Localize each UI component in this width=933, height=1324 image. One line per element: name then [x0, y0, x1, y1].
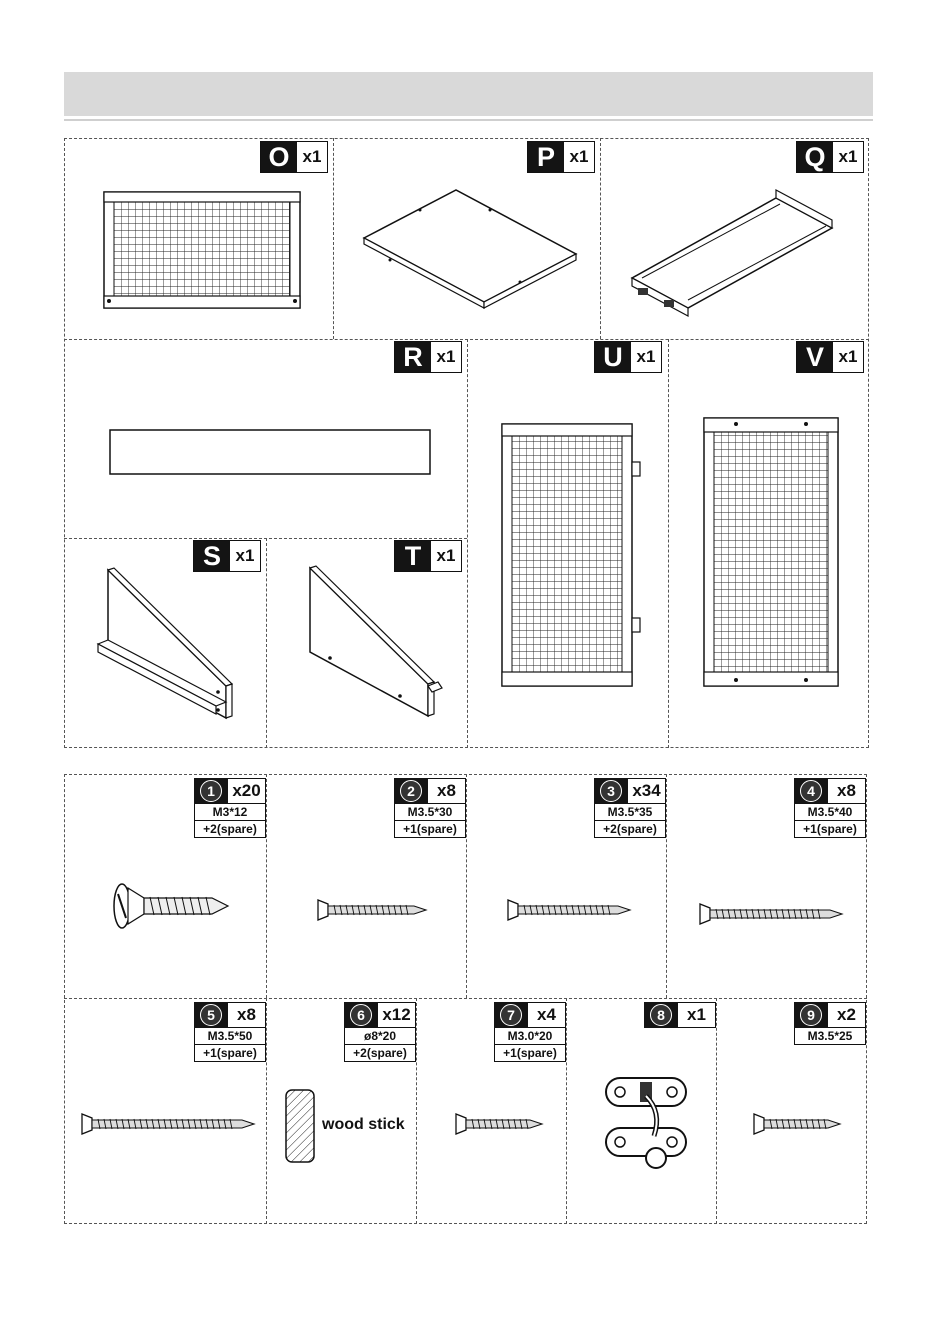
hardware-qty: x4	[528, 1002, 566, 1028]
divider	[566, 998, 567, 1224]
divider	[266, 774, 267, 998]
divider	[266, 538, 267, 748]
screw-1-drawing	[108, 880, 232, 932]
hardware-qty: x1	[678, 1002, 716, 1028]
hardware-qty: x8	[228, 1002, 266, 1028]
hardware-spare: +1(spare)	[794, 821, 866, 838]
hardware-spare: +1(spare)	[194, 1045, 266, 1062]
header-rule	[64, 119, 873, 121]
hardware-tag-5	[194, 1002, 266, 1062]
panel-letter: O	[261, 142, 297, 172]
hardware-tag-6	[344, 1002, 416, 1062]
hardware-tag-3	[594, 778, 666, 838]
hardware-tag-1	[194, 778, 266, 838]
divider	[266, 998, 267, 1224]
panel-tag-u	[594, 341, 662, 373]
header-bar	[64, 72, 873, 116]
hardware-spare: +2(spare)	[194, 821, 266, 838]
hardware-tag-4	[794, 778, 866, 838]
divider	[668, 339, 669, 748]
hardware-number: 1	[200, 780, 222, 802]
panel-letter: S	[194, 541, 230, 571]
panel-qty: x1	[302, 147, 322, 166]
bracket-t-drawing	[302, 564, 448, 722]
hardware-qty: x2	[828, 1002, 866, 1028]
panel-qty: x1	[838, 147, 858, 166]
hardware-spare: +1(spare)	[494, 1045, 566, 1062]
screw-2-drawing	[316, 898, 428, 922]
hardware-spec: ø8*20	[344, 1028, 416, 1045]
strip-r-drawing	[108, 428, 434, 476]
screw-5-drawing	[80, 1112, 256, 1136]
panel-letter: R	[395, 342, 431, 372]
mesh-frame-o-drawing	[100, 188, 306, 312]
divider	[333, 138, 334, 339]
mesh-door-u-drawing	[498, 420, 644, 690]
panel-letter: T	[395, 541, 431, 571]
hardware-spare: +2(spare)	[344, 1045, 416, 1062]
divider	[666, 774, 667, 998]
bracket-s-drawing	[94, 566, 240, 724]
hardware-spec: M3.5*40	[794, 804, 866, 821]
hardware-tag-9	[794, 1002, 866, 1045]
board-p-drawing	[360, 186, 582, 310]
panel-letter: U	[595, 342, 631, 372]
hardware-spec: M3.5*50	[194, 1028, 266, 1045]
panel-qty: x1	[636, 347, 656, 366]
tray-q-drawing	[626, 186, 840, 322]
panel-letter: Q	[797, 142, 833, 172]
panel-tag-p	[527, 141, 595, 173]
screw-4-drawing	[698, 902, 844, 926]
screw-3-drawing	[506, 898, 632, 922]
hardware-qty: x20	[228, 778, 266, 804]
divider	[467, 339, 468, 748]
panel-qty: x1	[569, 147, 589, 166]
wood-stick-label: wood stick	[322, 1116, 405, 1133]
hardware-spare: +1(spare)	[394, 821, 466, 838]
divider	[64, 998, 867, 999]
hardware-spec: M3*12	[194, 804, 266, 821]
panel-letter: V	[797, 342, 833, 372]
panel-qty: x1	[436, 546, 456, 565]
panel-tag-v	[796, 341, 864, 373]
panel-tag-q	[796, 141, 864, 173]
hardware-spec: M3.5*25	[794, 1028, 866, 1045]
divider	[466, 774, 467, 998]
hardware-number: 6	[350, 1004, 372, 1026]
panel-qty: x1	[436, 347, 456, 366]
divider	[416, 998, 417, 1224]
hardware-number: 7	[500, 1004, 522, 1026]
panel-qty: x1	[235, 546, 255, 565]
hardware-tag-7	[494, 1002, 566, 1062]
hardware-spec: M3.5*35	[594, 804, 666, 821]
hardware-number: 8	[650, 1004, 672, 1026]
mesh-panel-v-drawing	[700, 414, 842, 690]
hardware-qty: x8	[828, 778, 866, 804]
hardware-qty: x34	[628, 778, 666, 804]
hardware-number: 9	[800, 1004, 822, 1026]
hardware-spec: M3.5*30	[394, 804, 466, 821]
wood-stick-drawing	[282, 1086, 318, 1166]
divider	[600, 138, 601, 339]
screw-9-drawing	[752, 1112, 842, 1136]
hardware-number: 3	[600, 780, 622, 802]
hardware-qty: x8	[428, 778, 466, 804]
panel-tag-o	[260, 141, 328, 173]
hardware-number: 4	[800, 780, 822, 802]
screw-7-drawing	[454, 1112, 544, 1136]
hardware-number: 2	[400, 780, 422, 802]
latch-hasp-drawing	[600, 1072, 692, 1172]
hardware-spare: +2(spare)	[594, 821, 666, 838]
hardware-qty: x12	[378, 1002, 416, 1028]
hardware-tag-8	[644, 1002, 716, 1028]
hardware-tag-2	[394, 778, 466, 838]
panel-tag-r	[394, 341, 462, 373]
hardware-number: 5	[200, 1004, 222, 1026]
panel-qty: x1	[838, 347, 858, 366]
hardware-spec: M3.0*20	[494, 1028, 566, 1045]
panel-letter: P	[528, 142, 564, 172]
divider	[716, 998, 717, 1224]
